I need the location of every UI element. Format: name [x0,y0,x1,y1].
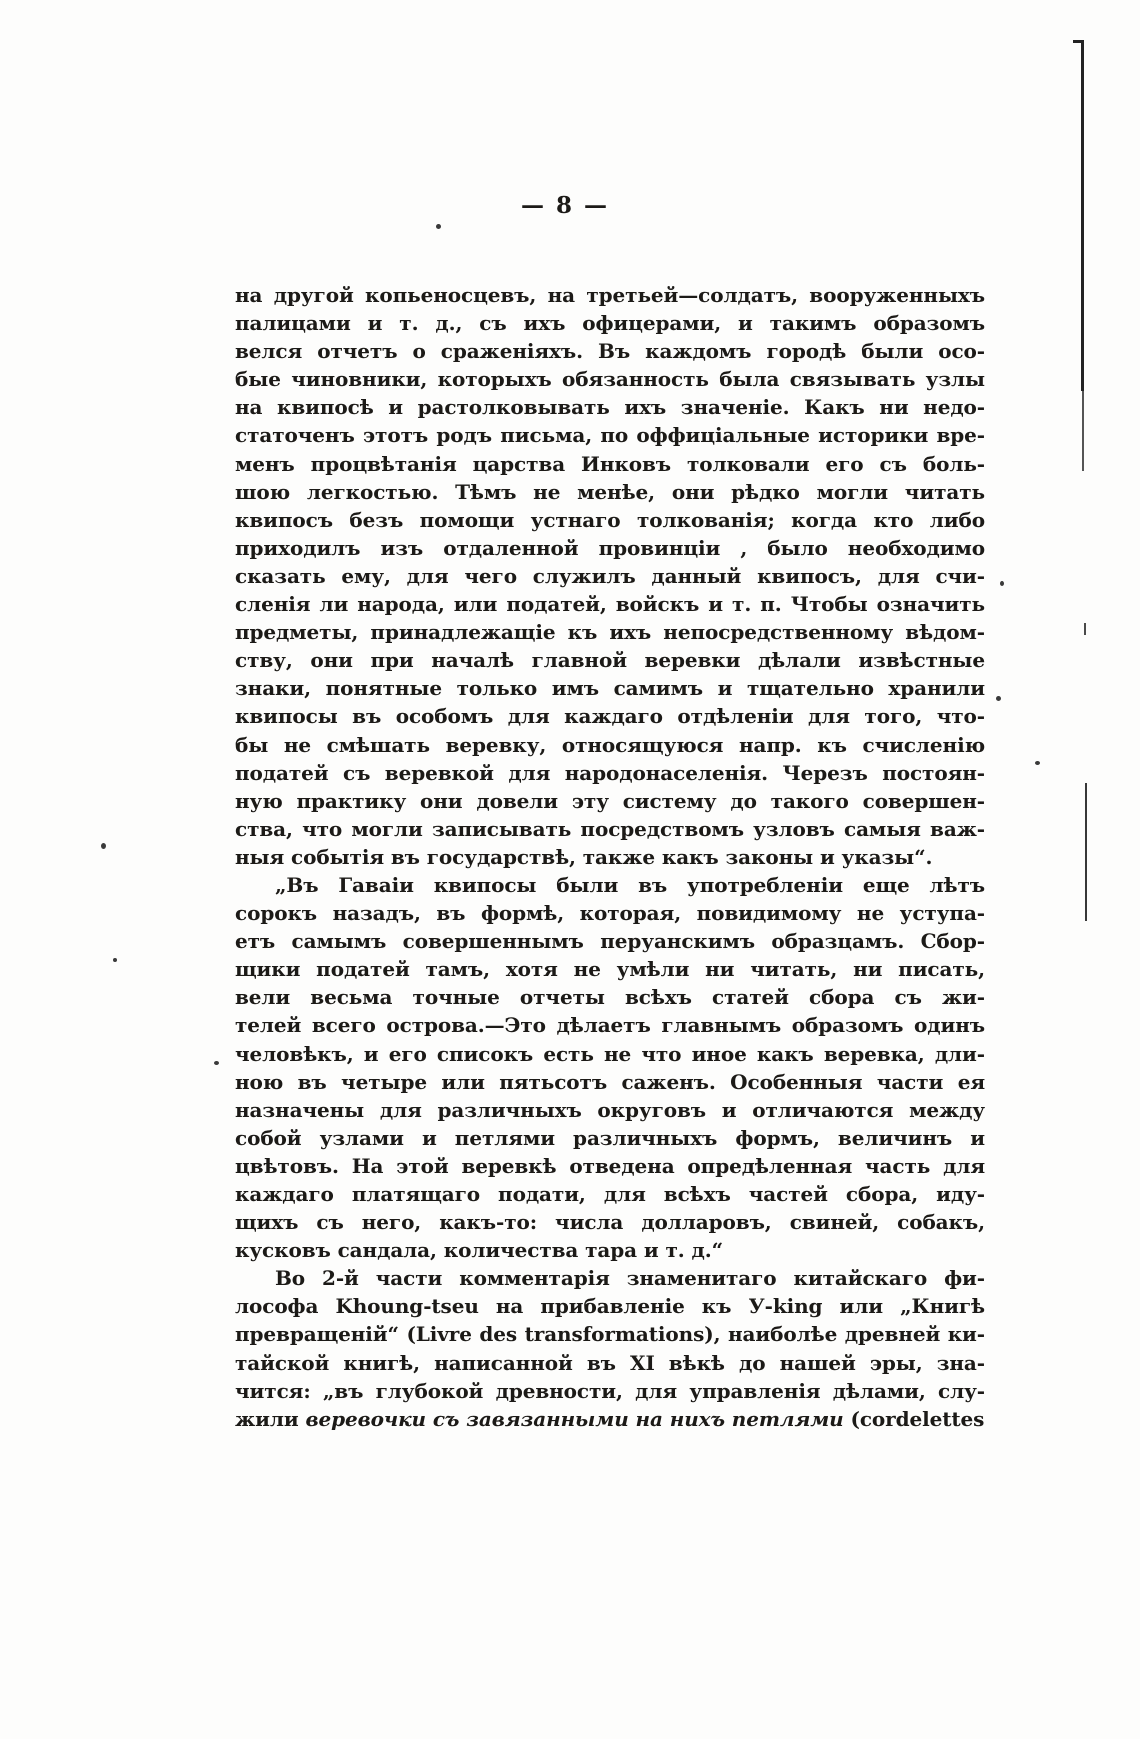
text-line: велся отчетъ о сраженіяхъ. Въ каждомъ городѣ были осо- [235,339,985,364]
text-line: человѣкъ, и его списокъ есть не что иное какъ веревка, дли- [235,1041,985,1066]
scan-speck [1000,581,1004,586]
text-line: сказать ему, для чего служилъ данный квипосъ, для счи- [235,563,985,588]
text-line: щики податей тамъ, хотя не умѣли ни читать, ни писать, [235,957,985,982]
page-header [190,192,940,219]
text-segment: (cordelettes [843,1406,985,1431]
text-line: кусковъ сандала, количества тара и т. д.“ [235,1238,723,1263]
text-line: на другой копьеносцевъ, на третьей—солдатъ, вооруженныхъ [235,283,985,307]
scan-speck [214,1061,219,1065]
text-line [235,1405,985,1433]
text-line: податей съ веревкой для народонаселенія. Черезъ постоян- [235,760,985,785]
text-line: приходилъ изъ отдаленной провинціи , было необходимо [235,535,985,560]
text-line: чится: „въ глубокой древности, для управленія дѣлами, слу- [235,1378,985,1403]
text-block [235,281,985,1433]
text-line: щихъ съ него, какъ-то: числа долларовъ, свиней, собакъ, [235,1210,985,1235]
text-line: бые чиновники, которыхъ обязанность была связывать узлы [235,367,985,392]
scan-artifact-edge-line [1085,783,1087,921]
scan-speck [113,958,117,962]
text-line: цвѣтовъ. На этой веревкѣ отведена опредѣленная часть для [235,1153,985,1178]
italic-phrase: веревочки съ завязанными на нихъ петлями [305,1406,844,1431]
scan-artifact-edge-line [1082,391,1084,471]
text-line: менъ процвѣтанія царства Инковъ толковали его съ боль- [235,451,985,476]
text-line: вели весьма точные отчеты всѣхъ статей сбора съ жи- [235,985,985,1010]
text-line: ною въ четыре или пятьсотъ саженъ. Особенныя части ея [235,1069,985,1094]
scan-speck [101,843,106,849]
text-line: предметы, принадлежащіе къ ихъ непосредственному вѣдом- [235,620,985,645]
text-line: шою легкостью. Тѣмъ не менѣе, они рѣдко могли читать [235,479,985,504]
text-line: на квипосѣ и растолковывать ихъ значеніе. Какъ ни недо- [235,395,985,420]
text-line: ства, что могли записывать посредствомъ узловъ самыя важ- [235,816,985,841]
text-line: собой узлами и петлями различныхъ формъ, величинъ и [235,1125,985,1150]
scan-artifact-edge-line [1081,41,1084,391]
text-line: ству, они при началѣ главной веревки дѣлали извѣстные [235,648,985,673]
text-segment: жили [235,1406,306,1431]
text-line: бы не смѣшать веревку, относящуюся напр. къ счисленію [235,732,985,757]
page-number: — 8 — [520,192,610,219]
text-line: квипосъ безъ помощи устнаго толкованія; когда кто либо [235,507,985,532]
text-line: палицами и т. д., съ ихъ офицерами, и такимъ образомъ [235,311,985,336]
text-line: телей всего острова.—Это дѣлаетъ главнымъ образомъ одинъ [235,1013,985,1038]
text-line: каждаго платящаго подати, для всѣхъ частей сбора, иду- [235,1182,985,1206]
scan-speck [996,696,1001,701]
scan-speck [1035,761,1040,765]
text-line: статоченъ этотъ родъ письма, по оффиціальные историки вре- [235,423,985,448]
text-line: Во 2-й части комментарія знаменитаго китайскаго фи- [275,1266,985,1291]
text-line: назначены для различныхъ округовъ и отличаются между [235,1097,985,1122]
text-line: сорокъ назадъ, въ формѣ, которая, повидимому не уступа- [235,901,985,926]
text-line: ную практику они довели эту систему до такого совершен- [235,788,985,813]
scan-speck [436,224,441,229]
text-line: етъ самымъ совершеннымъ перуанскимъ образцамъ. Сбор- [235,929,985,954]
text-line: ныя событія въ государствѣ, также какъ законы и указы“. [235,844,933,869]
text-line: тайской книгѣ, написанной въ XI вѣкѣ до нашей эры, зна- [235,1350,985,1375]
paragraph [235,281,985,871]
text-line: сленія ли народа, или податей, войскъ и т. п. Чтобы означить [235,592,985,617]
text-line: знаки, понятные только имъ самимъ и тщательно хранили [235,676,985,701]
text-line: „Въ Гаваіи квипосы были въ употребленіи еще лѣтъ [275,872,985,897]
scan-artifact-edge-line [1084,623,1086,635]
text-line: квипосы въ особомъ для каждаго отдѣленіи для того, что- [235,704,985,729]
text-line: лософа Khoung-tseu на прибавленіе къ У-king или „Книгѣ [235,1294,985,1319]
paragraph [235,871,985,1264]
paragraph [235,1264,985,1433]
text-line: превращеній“ (Livre des transformations), наиболѣе древней ки- [235,1322,985,1347]
